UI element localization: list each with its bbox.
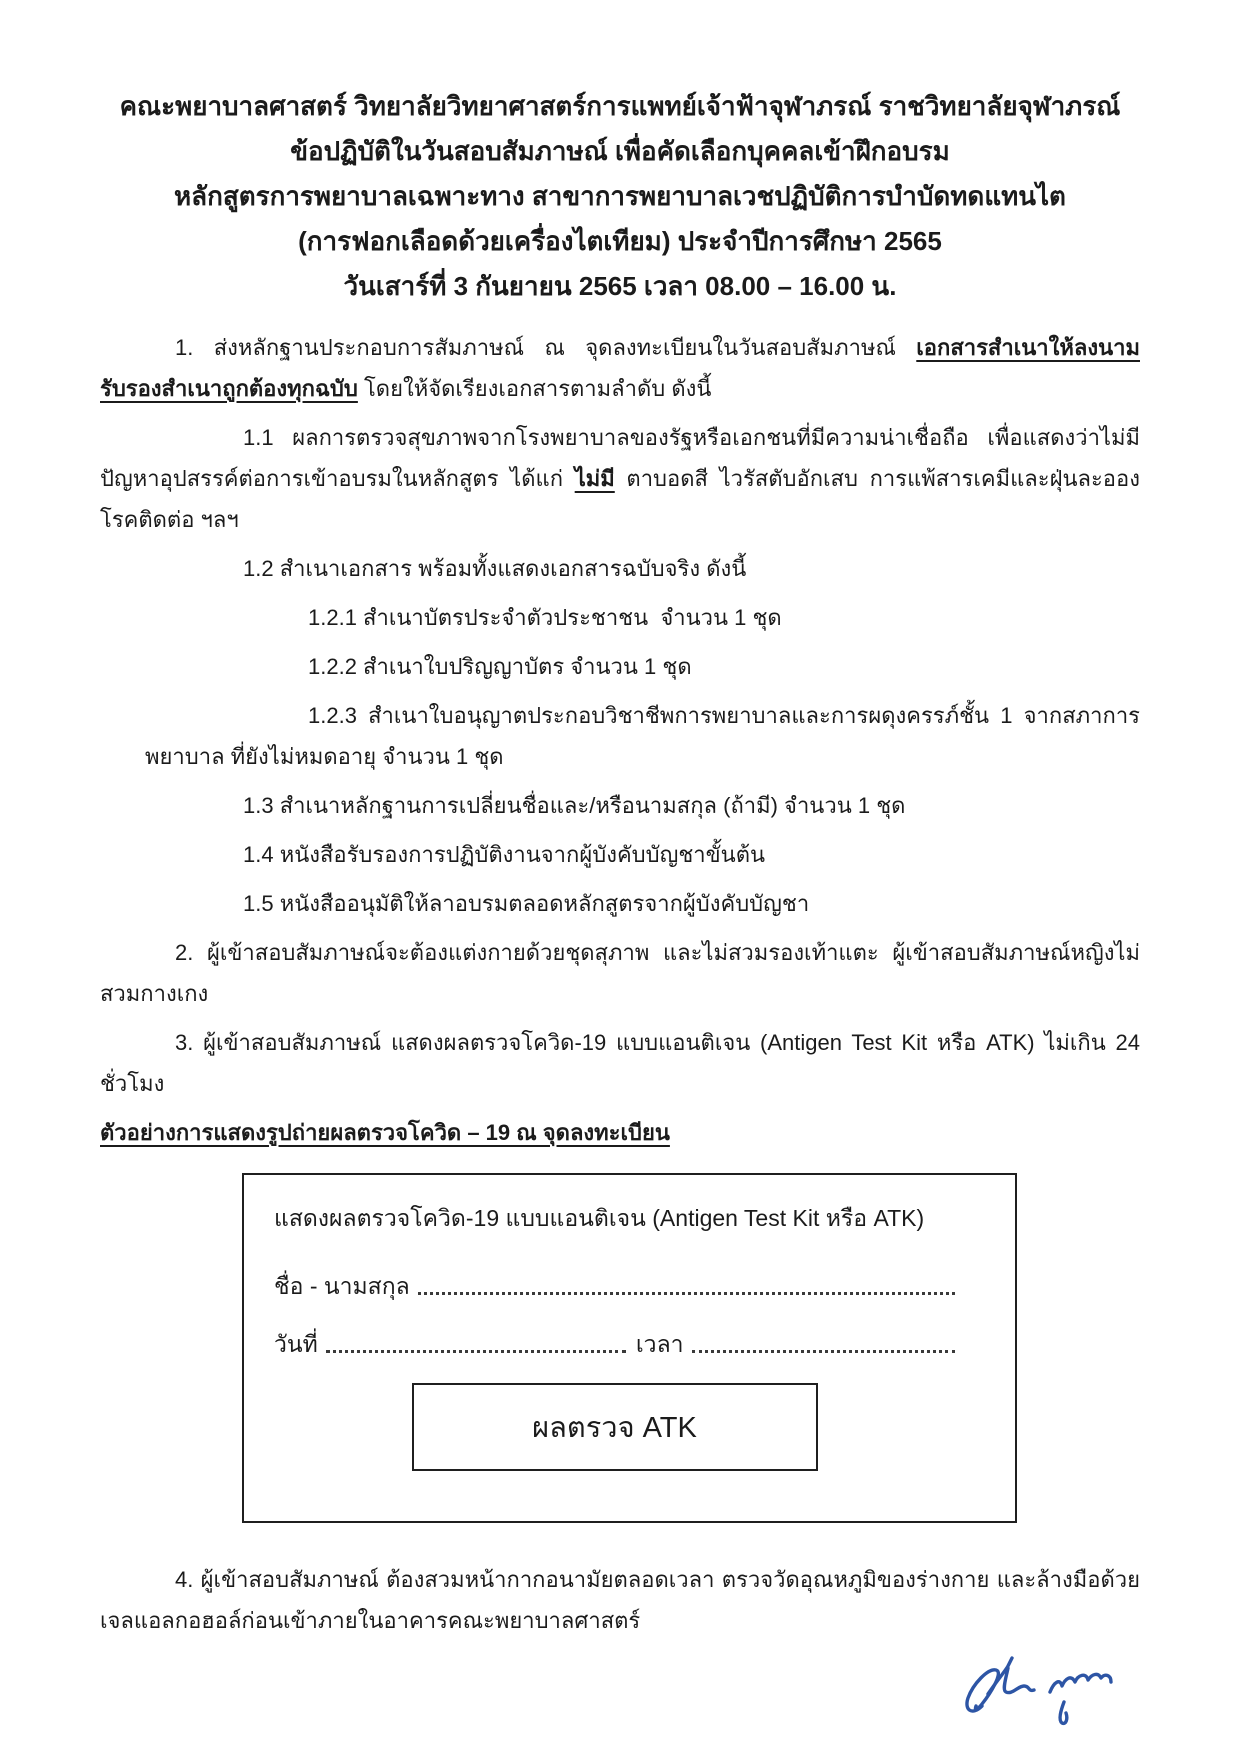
item-1-1-prefix: 1.1 ผลการตรวจสุขภาพจากโรงพยาบาลของรัฐหรือเอกชนที่มีความน่าเชื่อถือ เพื่อแสดงว่าไม่มีปัญหาอุปสรรค์ต่อการเข้าอบรมในหลักสูตร ได้แก่ <box>100 425 1140 491</box>
atk-example-box <box>242 1173 1017 1523</box>
item-1-prefix: 1. ส่งหลักฐานประกอบการสัมภาษณ์ ณ จุดลงทะเบียนในวันสอบสัมภาษณ์ <box>175 335 917 360</box>
date-label: วันที่ <box>274 1331 318 1357</box>
item-1-1 <box>100 417 1140 540</box>
title-line-5: วันเสาร์ที่ 3 กันยายน 2565 เวลา 08.00 – 16.00 น. <box>343 271 897 301</box>
date-dotted-line <box>326 1350 626 1353</box>
document-body <box>100 327 1140 1641</box>
title-line-2: ข้อปฏิบัติในวันสอบสัมภาษณ์ เพื่อคัดเลือกบุคคลเข้าฝึกอบรม <box>290 136 950 166</box>
item-1-1-emphasis: ไม่มี <box>574 466 615 491</box>
name-row <box>274 1247 955 1305</box>
atk-box-title: แสดงผลตรวจโควิด-19 แบบแอนติเจน (Antigen Test Kit หรือ ATK) <box>274 1205 925 1231</box>
name-dotted-line <box>418 1292 955 1295</box>
item-1-suffix: โดยให้จัดเรียงเอกสารตามลำดับ ดังนี้ <box>357 376 712 401</box>
title-line-3: หลักสูตรการพยาบาลเฉพาะทาง สาขาการพยาบาลเวชปฏิบัติการบำบัดทดแทนไต <box>174 181 1066 211</box>
signature-strokes <box>967 1658 1111 1723</box>
item-2: 2. ผู้เข้าสอบสัมภาษณ์จะต้องแต่งกายด้วยชุดสุภาพ และไม่สวมรองเท้าแตะ ผู้เข้าสอบสัมภาษณ์หญิงไม่สวมกางเกง <box>100 940 1140 1006</box>
item-1-5: 1.5 หนังสืออนุมัติให้ลาอบรมตลอดหลักสูตรจากผู้บังคับบัญชา <box>243 891 810 916</box>
item-1-2-3: 1.2.3 สำเนาใบอนุญาตประกอบวิชาชีพการพยาบาลและการผดุงครรภ์ชั้น 1 จากสภาการพยาบาล ที่ยังไม่หมดอายุ จำนวน 1 ชุด <box>145 703 1140 769</box>
atk-result-box <box>412 1383 818 1471</box>
item-1-emphasis: เอกสารสำเนาให้ลงนามรับรองสำเนาถูกต้องทุกฉบับ <box>100 335 1140 401</box>
document-title <box>100 84 1140 309</box>
item-1-2-1: 1.2.1 สำเนาบัตรประจำตัวประชาชน จำนวน 1 ชุด <box>308 605 782 630</box>
title-line-4: (การฟอกเลือดด้วยเครื่องไตเทียม) ประจำปีการศึกษา 2565 <box>298 226 942 256</box>
item-3: 3. ผู้เข้าสอบสัมภาษณ์ แสดงผลตรวจโควิด-19 แบบแอนติเจน (Antigen Test Kit หรือ ATK) ไม่เกิน 24 ชั่วโมง <box>100 1030 1140 1096</box>
signature-image <box>958 1642 1133 1742</box>
time-dotted-line <box>692 1350 955 1353</box>
atk-example-heading: ตัวอย่างการแสดงรูปถ่ายผลตรวจโควิด – 19 ณ จุดลงทะเบียน <box>100 1120 670 1145</box>
atk-result-label: ผลตรวจ ATK <box>532 1412 697 1444</box>
item-1 <box>100 327 1140 409</box>
item-1-2: 1.2 สำเนาเอกสาร พร้อมทั้งแสดงเอกสารฉบับจริง ดังนี้ <box>243 556 747 581</box>
item-1-4: 1.4 หนังสือรับรองการปฏิบัติงานจากผู้บังคับบัญชาขั้นต้น <box>243 842 766 867</box>
item-1-3: 1.3 สำเนาหลักฐานการเปลี่ยนชื่อและ/หรือนามสกุล (ถ้ามี) จำนวน 1 ชุด <box>243 793 906 818</box>
title-line-1: คณะพยาบาลศาสตร์ วิทยาลัยวิทยาศาสตร์การแพทย์เจ้าฟ้าจุฬาภรณ์ ราชวิทยาลัยจุฬาภรณ์ <box>119 91 1121 121</box>
name-label: ชื่อ - นามสกุล <box>274 1273 410 1299</box>
item-1-1-suffix: ตาบอดสี ไวรัสตับอักเสบ การแพ้สารเคมีและฝุ่นละออง โรคติดต่อ ฯลฯ <box>100 466 1140 532</box>
time-label: เวลา <box>635 1331 684 1357</box>
item-1-2-2: 1.2.2 สำเนาใบปริญญาบัตร จำนวน 1 ชุด <box>308 654 692 679</box>
item-4: 4. ผู้เข้าสอบสัมภาษณ์ ต้องสวมหน้ากากอนามัยตลอดเวลา ตรวจวัดอุณหภูมิของร่างกาย และล้างมือด้วยเจลแอลกอฮอล์ก่อนเข้าภายในอาคารคณะพยาบาลศาสตร์ <box>100 1567 1140 1633</box>
date-time-row <box>274 1305 955 1363</box>
